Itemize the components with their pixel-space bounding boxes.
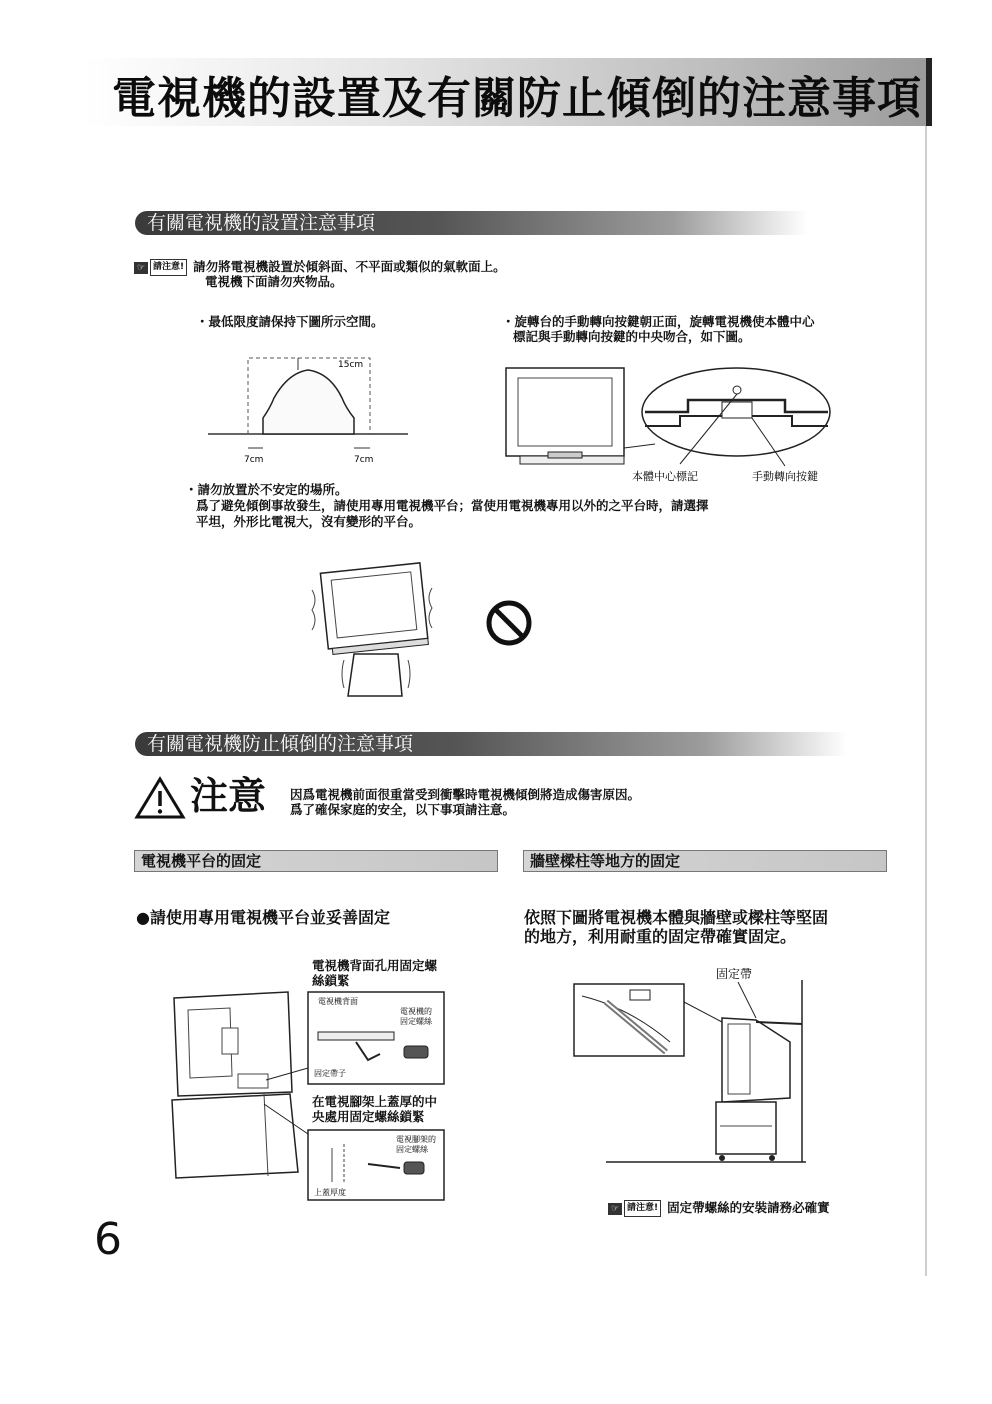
note-line-1: 請勿將電視機設置於傾斜面、不平面或類似的氣軟面上。 <box>193 259 506 274</box>
prohibition-icon <box>484 598 534 648</box>
note-badge-right: 請注意! <box>624 1200 661 1217</box>
page-title: 電視機的設置及有關防止傾倒的注意事項 <box>112 73 922 124</box>
dim-top-label: 15cm <box>338 360 364 370</box>
bullet-space: ・最低限度請保持下圖所示空間。 <box>196 314 384 329</box>
left-lead: ●請使用專用電視機平台並妥善固定 <box>136 908 390 927</box>
bullet-rotate-2: 標記與手動轉向按鍵的中央吻合，如下圖。 <box>513 329 751 344</box>
center-mark-label: 本體中心標記 <box>632 470 698 483</box>
inset1-label-screw-2: 固定螺絲 <box>400 1017 432 1026</box>
rotation-diagram <box>500 362 840 488</box>
dim-left-label: 7cm <box>244 455 264 465</box>
caution-line-2: 爲了確保家庭的安全，以下事項請注意。 <box>290 802 516 817</box>
unstable-tv-illustration <box>308 560 438 700</box>
callout-2-line-2: 央處用固定螺絲鎖緊 <box>312 1109 425 1124</box>
right-lead-1: 依照下圖將電視機本體與牆壁或樑柱等堅固 <box>524 908 829 927</box>
note-line-2: 電視機下面請勿夾物品。 <box>205 274 343 289</box>
left-subheading: 電視機平台的固定 <box>134 850 498 872</box>
manual-key-label: 手動轉向按鍵 <box>752 470 818 483</box>
inset2-label-screw-2: 固定螺絲 <box>396 1145 428 1154</box>
clearance-diagram <box>208 348 408 468</box>
callout-1-line-2: 絲鎖緊 <box>312 973 350 988</box>
inset1-label-screw-1: 電視機的 <box>400 1007 432 1016</box>
bullet-rotate-1: ・旋轉台的手動轉向按鍵朝正面，旋轉電視機使本體中心 <box>502 314 815 329</box>
dim-right-label: 7cm <box>354 455 374 465</box>
right-subheading: 牆壁樑柱等地方的固定 <box>523 850 887 872</box>
bullet-unstable-3: 平坦，外形比電視大，沒有變形的平台。 <box>196 514 422 529</box>
callout-2-line-1: 在電視腳架上蓋厚的中 <box>312 1094 438 1109</box>
inset2-label-thickness: 上蓋厚度 <box>314 1188 346 1197</box>
note-icon: ☞ <box>134 262 148 274</box>
page-number: 6 <box>94 1214 122 1265</box>
strap-label: 固定帶 <box>716 967 753 981</box>
wall-fixing-illustration <box>570 962 810 1174</box>
right-note-text: 固定帶螺絲的安裝請務必確實 <box>667 1200 830 1215</box>
note-icon-right: ☞ <box>608 1203 622 1215</box>
caution-line-1: 因爲電視機前面很重當受到衝擊時電視機傾倒將造成傷害原因。 <box>290 787 641 802</box>
bullet-unstable-1: ・請勿放置於不安定的場所。 <box>185 482 348 497</box>
note-badge: 請注意! <box>150 259 187 276</box>
inset1-label-strap: 固定帶子 <box>314 1069 346 1078</box>
inset2-label-screw-1: 電視腳架的 <box>396 1135 436 1144</box>
warning-triangle-icon <box>134 776 186 820</box>
inset1-label-back: 電視機背面 <box>318 997 358 1006</box>
stand-fixing-illustration <box>168 988 450 1206</box>
caution-word: 注意 <box>190 774 267 818</box>
right-lead-2: 的地方，利用耐重的固定帶確實固定。 <box>524 927 797 946</box>
section1-heading: 有關電視機的設置注意事項 <box>135 211 807 235</box>
callout-1-line-1: 電視機背面孔用固定螺 <box>312 958 438 973</box>
section2-heading: 有關電視機防止傾倒的注意事項 <box>135 732 847 756</box>
bullet-unstable-2: 爲了避免傾倒事故發生，請使用專用電視機平台；當使用電視機專用以外的之平台時，請選擇 <box>196 498 709 513</box>
page-edge-line <box>925 126 927 1276</box>
right-note <box>608 1200 830 1217</box>
